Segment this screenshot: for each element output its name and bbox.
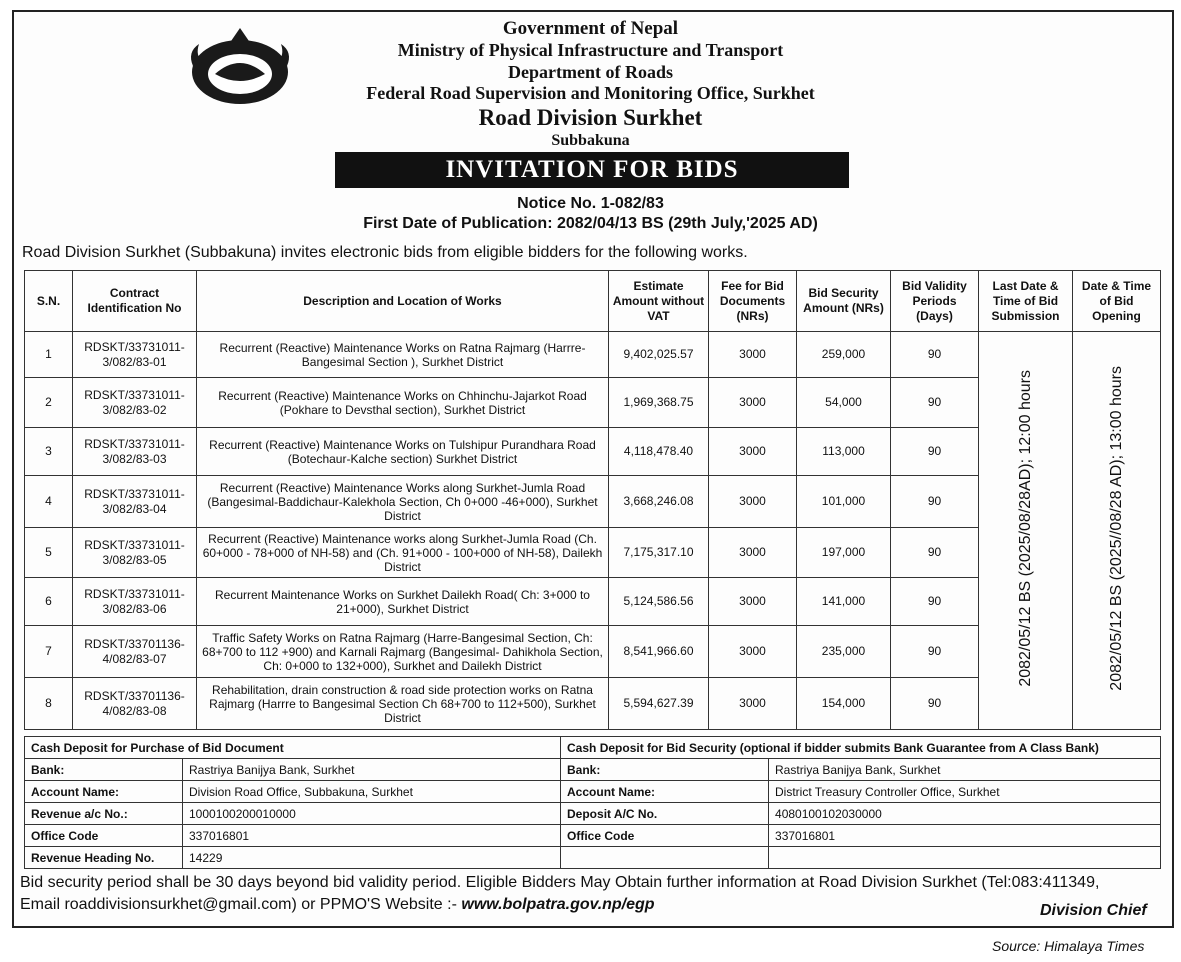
row-validity: 90 — [891, 528, 979, 578]
office-code-label: Office Code — [25, 825, 183, 847]
row-fee: 3000 — [709, 332, 797, 378]
account-name-value: District Treasury Controller Office, Surkhet — [769, 781, 1161, 803]
account-name-label: Account Name: — [561, 781, 769, 803]
row-description: Recurrent (Reactive) Maintenance Works on Tulshipur Purandhara Road (Botechaur-Kalche section) Surkhet District — [197, 428, 609, 476]
row-contract-id: RDSKT/33731011-3/082/83-02 — [73, 378, 197, 428]
row-validity: 90 — [891, 332, 979, 378]
row-contract-id: RDSKT/33731011-3/082/83-01 — [73, 332, 197, 378]
opening-date: 2082/05/12 BS (2025//08/28 AD); 13:00 hours — [1108, 366, 1125, 691]
row-security: 54,000 — [797, 378, 891, 428]
header-location: Subbakuna — [551, 132, 630, 149]
header-ministry: Ministry of Physical Infrastructure and Transport — [397, 40, 784, 60]
table-row — [25, 332, 1161, 378]
opening-cell — [1073, 332, 1161, 730]
row-estimate: 4,118,478.40 — [609, 428, 709, 476]
invitation-title: INVITATION FOR BIDS — [335, 152, 849, 188]
bank-row — [25, 759, 1161, 781]
row-sn: 3 — [25, 428, 73, 476]
bank-label: Bank: — [561, 759, 769, 781]
source-credit: Source: Himalaya Times — [992, 938, 1145, 954]
row-estimate: 1,969,368.75 — [609, 378, 709, 428]
publication-date: First Date of Publication: 2082/04/13 BS (29th July,'2025 AD) — [363, 215, 818, 232]
bank-header-row — [25, 737, 1161, 759]
signer-title: Division Chief — [1040, 902, 1147, 919]
row-validity: 90 — [891, 626, 979, 678]
col-description: Description and Location of Works — [197, 271, 609, 332]
intro-text: Road Division Surkhet (Subbakuna) invites electronic bids from eligible bidders for the following works. — [22, 244, 748, 261]
bank-row — [25, 825, 1161, 847]
header-division: Road Division Surkhet — [478, 105, 703, 130]
bank-row — [25, 781, 1161, 803]
row-contract-id: RDSKT/33731011-3/082/83-06 — [73, 578, 197, 626]
bank-label: Bank: — [25, 759, 183, 781]
revenue-heading-label: Revenue Heading No. — [25, 847, 183, 869]
row-fee: 3000 — [709, 528, 797, 578]
col-validity: Bid Validity Periods (Days) — [891, 271, 979, 332]
row-description: Recurrent (Reactive) Maintenance works along Surkhet-Jumla Road (Ch. 60+000 - 78+000 of NH-58) and (Ch. 91+000 - 100+000 of NH-58), Dailekh District — [197, 528, 609, 578]
row-sn: 5 — [25, 528, 73, 578]
row-fee: 3000 — [709, 378, 797, 428]
col-security: Bid Security Amount (NRs) — [797, 271, 891, 332]
table-header-row — [25, 271, 1161, 332]
row-security: 113,000 — [797, 428, 891, 476]
ppmo-website-link[interactable]: www.bolpatra.gov.np/egp — [461, 896, 655, 913]
col-fee: Fee for Bid Documents (NRs) — [709, 271, 797, 332]
empty-cell — [769, 847, 1161, 869]
row-security: 235,000 — [797, 626, 891, 678]
bid-security-deposit-heading: Cash Deposit for Bid Security (optional if bidder submits Bank Guarantee from A Class Bank) — [561, 737, 1161, 759]
header-government: Government of Nepal — [502, 18, 679, 39]
revenue-heading-value: 14229 — [183, 847, 561, 869]
row-sn: 4 — [25, 476, 73, 528]
row-fee: 3000 — [709, 678, 797, 730]
row-contract-id: RDSKT/33731011-3/082/83-04 — [73, 476, 197, 528]
revenue-ac-value: 1000100200010000 — [183, 803, 561, 825]
footer-line-2 — [20, 894, 1170, 916]
row-security: 101,000 — [797, 476, 891, 528]
row-sn: 1 — [25, 332, 73, 378]
office-code-label: Office Code — [561, 825, 769, 847]
row-description: Recurrent Maintenance Works on Surkhet Dailekh Road( Ch: 3+000 to 21+000), Surkhet District — [197, 578, 609, 626]
header-office: Federal Road Supervision and Monitoring Office, Surkhet — [366, 83, 815, 103]
account-name-label: Account Name: — [25, 781, 183, 803]
row-security: 197,000 — [797, 528, 891, 578]
office-code-value: 337016801 — [769, 825, 1161, 847]
row-sn: 7 — [25, 626, 73, 678]
revenue-ac-label: Revenue a/c No.: — [25, 803, 183, 825]
row-contract-id: RDSKT/33731011-3/082/83-05 — [73, 528, 197, 578]
bank-row — [25, 803, 1161, 825]
row-fee: 3000 — [709, 626, 797, 678]
office-code-value: 337016801 — [183, 825, 561, 847]
row-estimate: 3,668,246.08 — [609, 476, 709, 528]
bid-document-deposit-heading: Cash Deposit for Purchase of Bid Document — [25, 737, 561, 759]
col-opening: Date & Time of Bid Opening — [1073, 271, 1161, 332]
works-table — [24, 270, 1161, 730]
row-contract-id: RDSKT/33701136-4/082/83-08 — [73, 678, 197, 730]
deposit-ac-value: 4080100102030000 — [769, 803, 1161, 825]
bank-details-table — [24, 736, 1161, 869]
footer-text — [20, 872, 1170, 916]
row-description: Recurrent (Reactive) Maintenance Works on Ratna Rajmarg (Harrre-Bangesimal Section ), Surkhet District — [197, 332, 609, 378]
row-description: Recurrent (Reactive) Maintenance Works on Chhinchu-Jajarkot Road (Pokhare to Devsthal section), Surkhet District — [197, 378, 609, 428]
bank-value: Rastriya Banijya Bank, Surkhet — [183, 759, 561, 781]
row-sn: 6 — [25, 578, 73, 626]
deposit-ac-label: Deposit A/C No. — [561, 803, 769, 825]
row-contract-id: RDSKT/33731011-3/082/83-03 — [73, 428, 197, 476]
header-department: Department of Roads — [508, 62, 673, 82]
submission-date: 2082/05/12 BS (2025/08/28AD); 12:00 hours — [1017, 370, 1034, 687]
row-validity: 90 — [891, 678, 979, 730]
row-validity: 90 — [891, 476, 979, 528]
row-validity: 90 — [891, 378, 979, 428]
footer-email: Email roaddivisionsurkhet@gmail.com) or PPMO'S Website :- — [20, 896, 457, 913]
empty-cell — [561, 847, 769, 869]
bank-row — [25, 847, 1161, 869]
row-fee: 3000 — [709, 578, 797, 626]
account-name-value: Division Road Office, Subbakuna, Surkhet — [183, 781, 561, 803]
row-security: 154,000 — [797, 678, 891, 730]
row-description: Rehabilitation, drain construction & road side protection works on Ratna Rajmarg (Harrre to Bangesimal Section Ch 68+700 to 112+500), Surkhet District — [197, 678, 609, 730]
row-contract-id: RDSKT/33701136-4/082/83-07 — [73, 626, 197, 678]
col-contract-id: Contract Identification No — [73, 271, 197, 332]
row-sn: 2 — [25, 378, 73, 428]
col-estimate: Estimate Amount without VAT — [609, 271, 709, 332]
row-estimate: 9,402,025.57 — [609, 332, 709, 378]
row-estimate: 5,594,627.39 — [609, 678, 709, 730]
row-security: 259,000 — [797, 332, 891, 378]
row-fee: 3000 — [709, 476, 797, 528]
row-security: 141,000 — [797, 578, 891, 626]
row-validity: 90 — [891, 428, 979, 476]
notice-number: Notice No. 1-082/83 — [517, 195, 664, 212]
row-fee: 3000 — [709, 428, 797, 476]
submission-cell — [979, 332, 1073, 730]
row-estimate: 5,124,586.56 — [609, 578, 709, 626]
col-submission: Last Date & Time of Bid Submission — [979, 271, 1073, 332]
row-description: Traffic Safety Works on Ratna Rajmarg (Harre-Bangesimal Section, Ch: 68+700 to 112 +900) and Karnali Rajmarg (Bangesimal- Dahikhola Section, Ch: 0+000 to 132+000), Surkhet and Dailekh District — [197, 626, 609, 678]
row-sn: 8 — [25, 678, 73, 730]
row-estimate: 8,541,966.60 — [609, 626, 709, 678]
footer-line-1: Bid security period shall be 30 days beyond bid validity period. Eligible Bidders May Obtain further information at Road Division Surkhet (Tel:083:411349, — [20, 874, 1100, 891]
row-estimate: 7,175,317.10 — [609, 528, 709, 578]
row-validity: 90 — [891, 578, 979, 626]
row-description: Recurrent (Reactive) Maintenance Works along Surkhet-Jumla Road (Bangesimal-Baddichaur-Kalekhola Section, Ch 0+000 -46+000), Surkhet District — [197, 476, 609, 528]
bank-value: Rastriya Banijya Bank, Surkhet — [769, 759, 1161, 781]
col-sn: S.N. — [25, 271, 73, 332]
